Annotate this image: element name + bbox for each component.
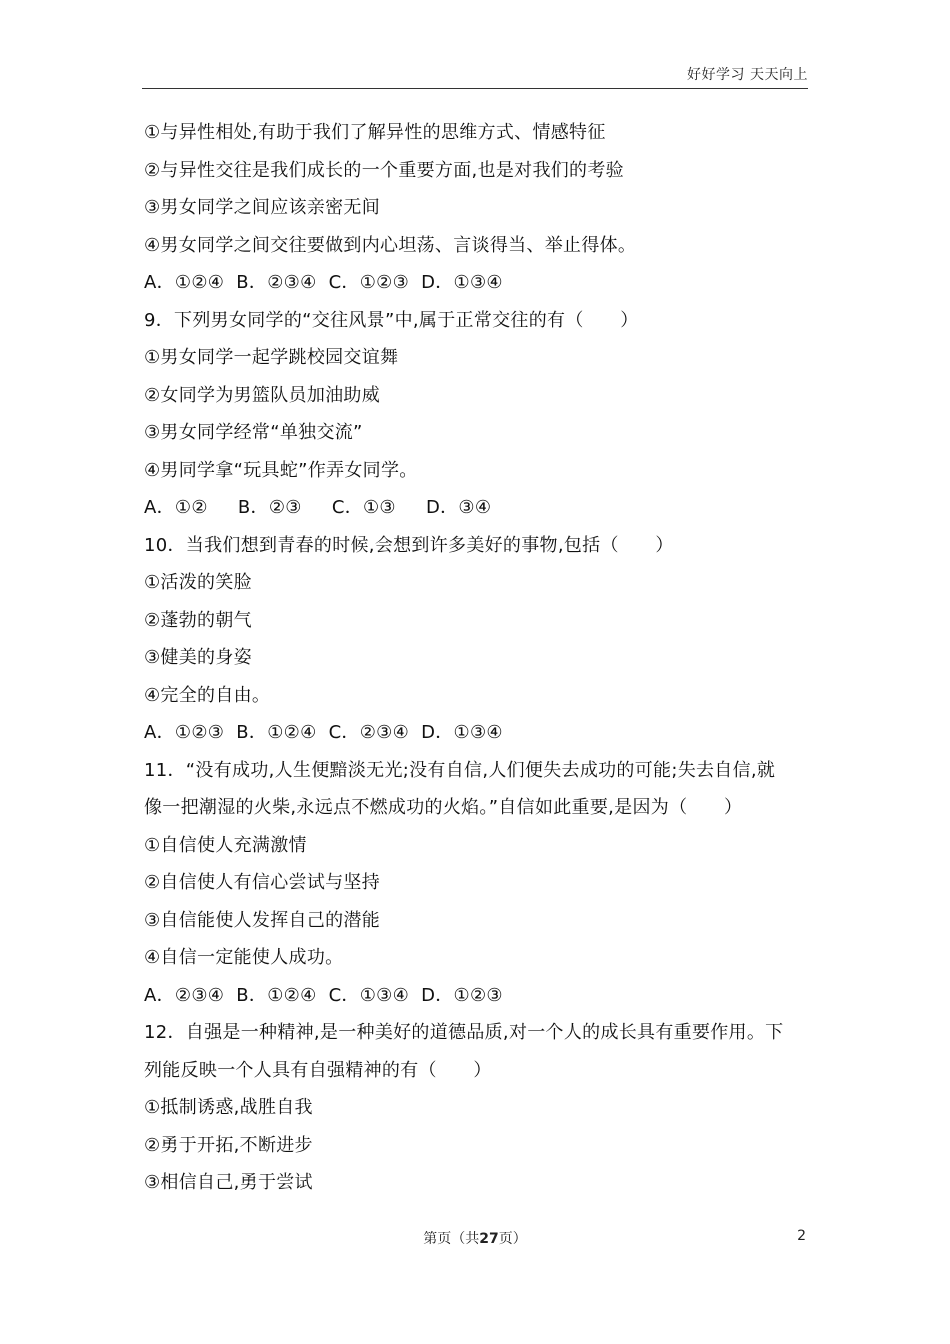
question-11-stem-cont: 像一把潮湿的火柴,永远点不燃成功的火焰。”自信如此重要,是因为（ ） [144,797,743,818]
option-line: ④男女同学之间交往要做到内心坦荡、言谈得当、举止得体。 [144,234,637,256]
option-line: ①抵制诱惑,战胜自我 [144,1097,313,1118]
option-line: ③自信能使人发挥自己的潜能 [144,909,381,931]
option-line: ④完全的自由。 [144,684,271,706]
question-9-stem: 9．下列男女同学的“交往风景”中,属于正常交往的有（ ） [144,309,639,331]
document-body [144,114,812,1202]
option-line: ①活泼的笑脸 [144,572,252,593]
header-divider [142,88,808,89]
question-10-stem: 10．当我们想到青春的时候,会想到许多美好的事物,包括（ ） [144,534,674,556]
answer-choices: A．①② B．②③ C．①③ D．③④ [144,497,492,518]
option-line: ①自信使人充满激情 [144,834,307,856]
option-line: ①与异性相处,有助于我们了解异性的思维方式、情感特征 [144,122,606,143]
option-line: ③健美的身姿 [144,647,252,668]
page-header-motto: 好好学习 天天向上 [687,67,808,83]
page-footer [0,1228,950,1248]
footer-total-pages: 27 [479,1231,499,1247]
option-line: ②勇于开拓,不断进步 [144,1134,313,1156]
page-number: 2 [797,1228,806,1244]
question-12-stem: 12．自强是一种精神,是一种美好的道德品质,对一个人的成长具有重要作用。下 [144,1022,784,1043]
answer-choices: A．①②③ B．①②④ C．②③④ D．①③④ [144,722,503,743]
question-12-stem-cont: 列能反映一个人具有自强精神的有（ ） [144,1059,492,1081]
option-line: ③相信自己,勇于尝试 [144,1172,313,1193]
option-line: ②与异性交往是我们成长的一个重要方面,也是对我们的考验 [144,159,624,181]
question-11-stem: 11．“没有成功,人生便黯淡无光;没有自信,人们便失去成功的可能;失去自信,就 [144,759,776,781]
option-line: ③男女同学之间应该亲密无间 [144,197,381,218]
option-line: ②女同学为男篮队员加油助威 [144,384,381,406]
option-line: ③男女同学经常“单独交流” [144,422,363,443]
footer-prefix: 第页（共 [423,1231,480,1247]
answer-choices: A．②③④ B．①②④ C．①③④ D．①②③ [144,984,503,1006]
option-line: ②自信使人有信心尝试与坚持 [144,872,381,893]
option-line: ④男同学拿“玩具蛇”作弄女同学。 [144,459,418,481]
answer-choices: A．①②④ B．②③④ C．①②③ D．①③④ [144,272,503,293]
option-line: ②蓬勃的朝气 [144,609,252,631]
footer-suffix: 页） [498,1231,527,1247]
option-line: ①男女同学一起学跳校园交谊舞 [144,347,399,368]
option-line: ④自信一定能使人成功。 [144,947,344,968]
